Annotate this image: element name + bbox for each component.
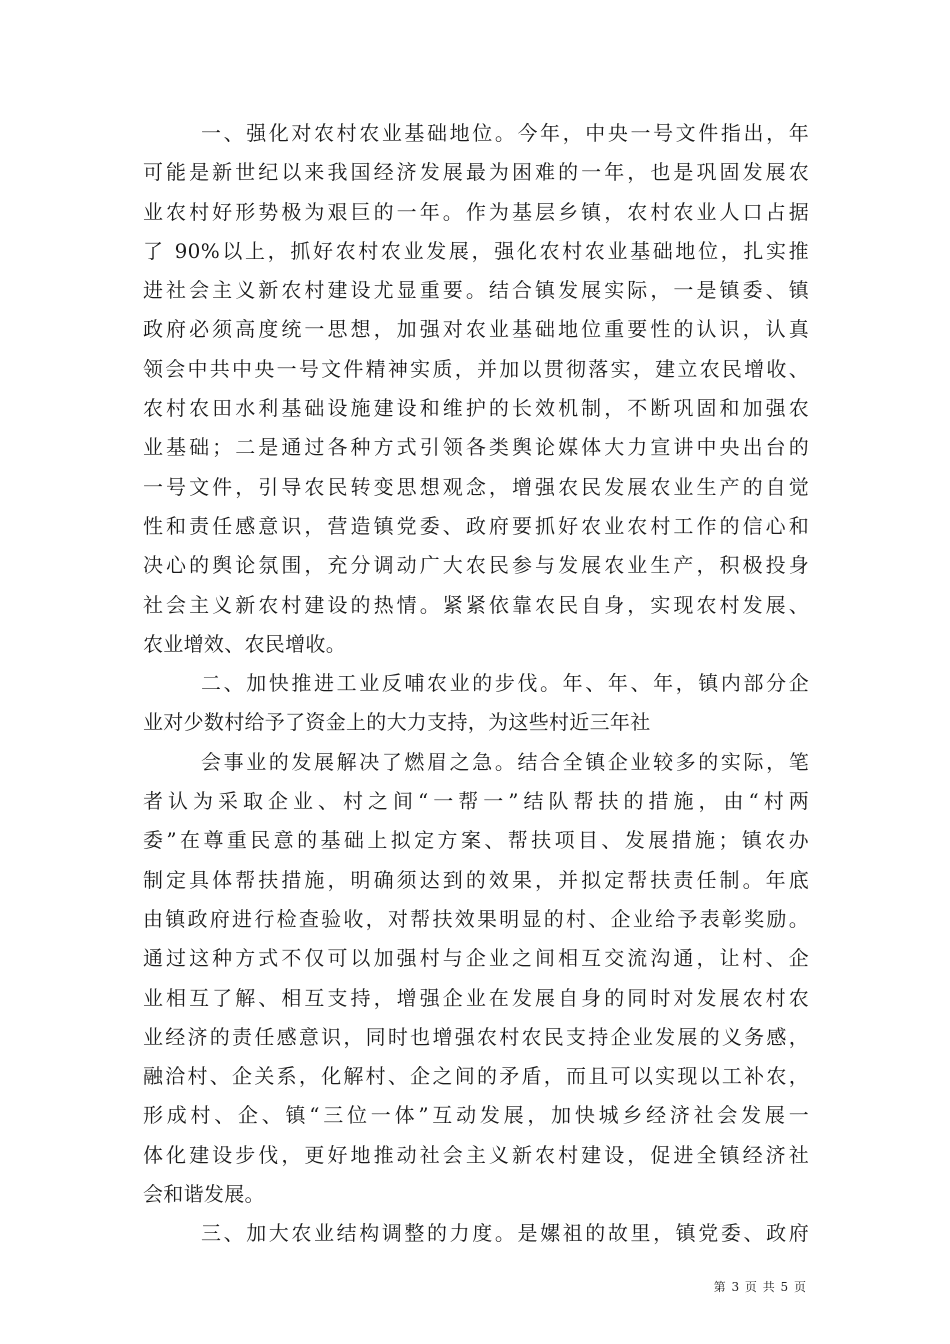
text-line: 制定具体帮扶措施，明确须达到的效果，并拟定帮扶责任制。年底: [143, 867, 809, 892]
text-line: 政府必须高度统一思想，加强对农业基础地位重要性的认识，认真: [143, 317, 809, 342]
text-line: 通过这种方式不仅可以加强村与企业之间相互交流沟通，让村、企: [143, 946, 809, 971]
text-line: 了 90%以上，抓好农村农业发展，强化农村农业基础地位，扎实推: [143, 238, 809, 263]
text-line: 会和谐发展。: [143, 1182, 265, 1207]
text-line: 业相互了解、相互支持，增强企业在发展自身的同时对发展农村农: [143, 985, 809, 1010]
text-line: 业对少数村给予了资金上的大力支持，为这些村近三年社: [143, 710, 651, 735]
text-line: 农村农田水利基础设施建设和维护的长效机制，不断巩固和加强农: [143, 396, 809, 421]
text-line: 融洽村、企关系，化解村、企之间的矛盾，而且可以实现以工补农，: [143, 1064, 809, 1089]
text-line: 业经济的责任感意识，同时也增强农村农民支持企业发展的义务感，: [143, 1024, 809, 1049]
text-line: 由镇政府进行检查验收，对帮扶效果明显的村、企业给予表彰奖励。: [143, 906, 809, 931]
text-line: 会事业的发展解决了燃眉之急。结合全镇企业较多的实际，笔: [201, 749, 809, 774]
text-line: 业农村好形势极为艰巨的一年。作为基层乡镇，农村农业人口占据: [143, 199, 809, 224]
text-line: 者认为采取企业、村之间“一帮一”结队帮扶的措施，由“村两: [143, 789, 809, 814]
text-line: 委”在尊重民意的基础上拟定方案、帮扶项目、发展措施；镇农办: [143, 828, 809, 853]
page-number-footer: 第 3 页 共 5 页: [713, 1280, 807, 1294]
document-body: [143, 114, 809, 1254]
text-line: 可能是新世纪以来我国经济发展最为困难的一年，也是巩固发展农: [143, 160, 809, 185]
text-line: 决心的舆论氛围，充分调动广大农民参与发展农业生产，积极投身: [143, 553, 809, 578]
text-line: 业基础；二是通过各种方式引领各类舆论媒体大力宣讲中央出台的: [143, 435, 809, 460]
text-line: 形成村、企、镇“三位一体”互动发展，加快城乡经济社会发展一: [143, 1103, 809, 1128]
text-line: 体化建设步伐，更好地推动社会主义新农村建设，促进全镇经济社: [143, 1142, 809, 1167]
text-line: 农业增效、农民增收。: [143, 631, 346, 656]
text-line: 社会主义新农村建设的热情。紧紧依靠农民自身，实现农村发展、: [143, 592, 809, 617]
text-line: 一、强化对农村农业基础地位。今年，中央一号文件指出，年: [201, 121, 809, 145]
text-line: 领会中共中央一号文件精神实质，并加以贯彻落实，建立农民增收、: [143, 356, 809, 381]
text-line: 一号文件，引导农民转变思想观念，增强农民发展农业生产的自觉: [143, 474, 809, 499]
text-line: 三、加大农业结构调整的力度。是嫘祖的故里，镇党委、政府: [201, 1221, 809, 1246]
text-line: 进社会主义新农村建设尤显重要。结合镇发展实际，一是镇委、镇: [143, 278, 809, 303]
text-line: 二、加快推进工业反哺农业的步伐。年、年、年，镇内部分企: [201, 671, 809, 696]
text-line: 性和责任感意识，营造镇党委、政府要抓好农业农村工作的信心和: [143, 513, 809, 538]
